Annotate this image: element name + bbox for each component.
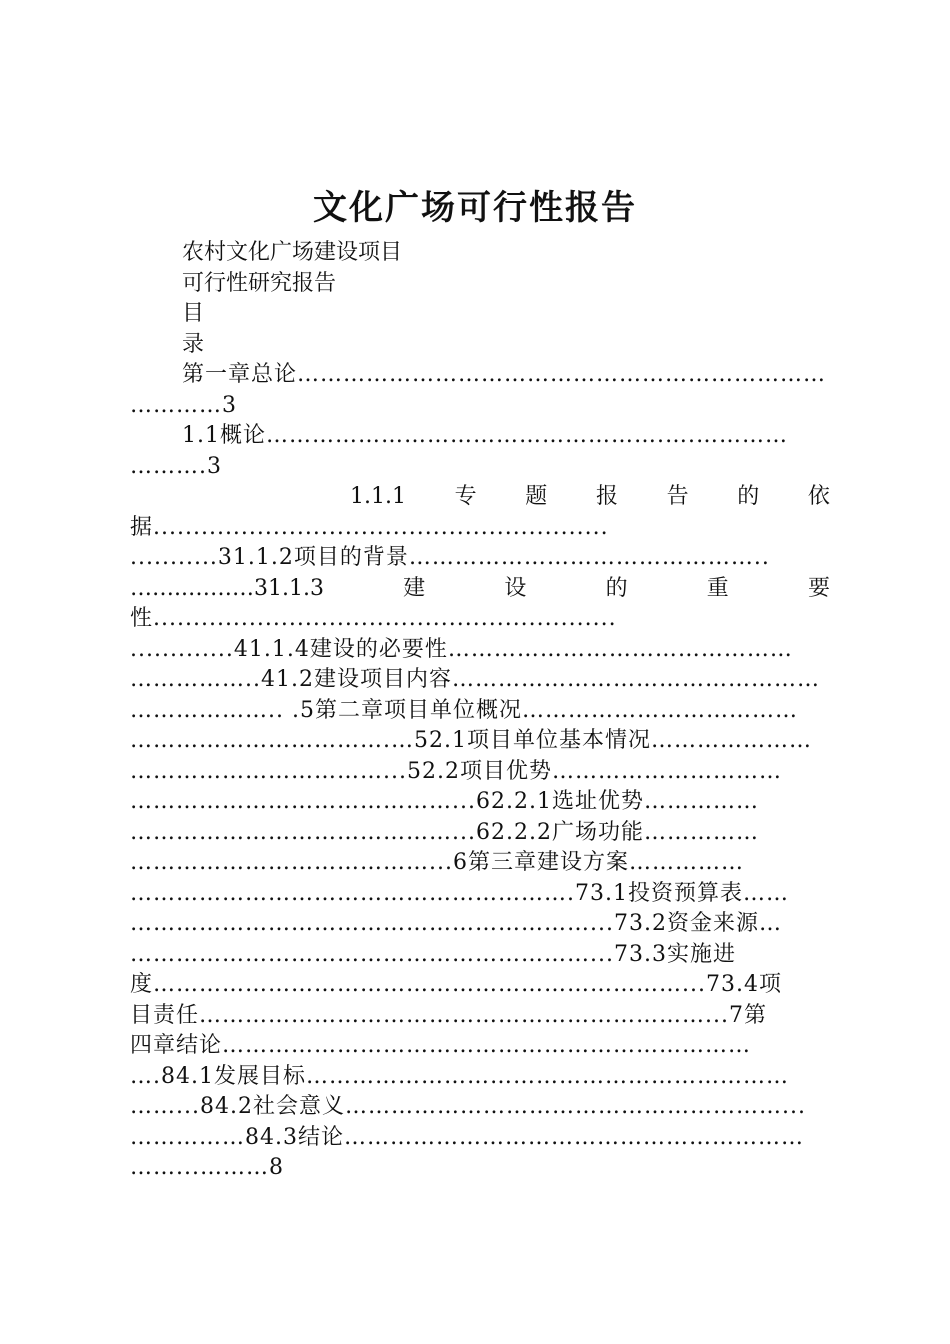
toc-line: …………3 bbox=[130, 392, 237, 418]
toc-word: 题 bbox=[525, 484, 548, 509]
toc-word: 的 bbox=[737, 484, 760, 509]
toc-line: 1.1概论…………………………………………….….………… bbox=[182, 423, 788, 448]
toc-line-justified bbox=[130, 574, 830, 605]
document-body bbox=[130, 238, 830, 1184]
toc-word: 告 bbox=[666, 484, 689, 509]
toc-line: 目责任…………………………………………………………...7第 bbox=[130, 1002, 767, 1028]
toc-word: 建 bbox=[403, 575, 426, 601]
toc-line: ……………………………...52.2项目优势………………………… bbox=[130, 758, 782, 784]
toc-heading-mu: 目 bbox=[182, 301, 205, 326]
toc-line: ……………………………………...62.2.2广场功能…………… bbox=[130, 819, 759, 845]
toc-line: 度……………………………………………………………...73.4项 bbox=[130, 972, 782, 997]
toc-line: ……………….. .5第二章项目单位概况……………………………… bbox=[130, 697, 798, 723]
toc-word: 报 bbox=[595, 484, 618, 509]
toc-line: ……………..41.2建设项目内容………………………………………… bbox=[130, 667, 820, 692]
toc-word: ……..………31.1.3 bbox=[130, 575, 324, 601]
toc-word: 要 bbox=[807, 575, 830, 601]
toc-word: 设 bbox=[504, 575, 527, 601]
toc-line: .............41.1.4建设的必要性……………………………………… bbox=[130, 636, 793, 662]
toc-line: ………………………………………………….73.1投资预算表…… bbox=[130, 880, 789, 906]
toc-heading-lu: 录 bbox=[182, 331, 205, 357]
toc-line: ……………84.3结论…………………………………………………… bbox=[130, 1124, 804, 1150]
toc-line: ……...84.2社会意义…………………………………………………... bbox=[130, 1094, 806, 1119]
toc-line-justified bbox=[130, 482, 830, 513]
toc-word: 重 bbox=[706, 575, 729, 601]
subtitle-line-1: 农村文化广场建设项目 bbox=[182, 240, 403, 265]
toc-word: 专 bbox=[454, 484, 477, 509]
subtitle-line-2: 可行性研究报告 bbox=[182, 270, 337, 296]
toc-line: ……...………8 bbox=[130, 1155, 284, 1180]
toc-word: 1.1.1 bbox=[350, 484, 406, 509]
toc-line: ……….3 bbox=[130, 453, 222, 479]
toc-line: ……………………………………………………...73.3实施进 bbox=[130, 941, 736, 967]
toc-line: ……………………………………...62.2.1选址优势…………… bbox=[130, 789, 759, 814]
toc-line: …………………………………...6第三章建设方案…………… bbox=[130, 850, 744, 875]
toc-line: …………………………….…52.1项目单位基本情况………………… bbox=[130, 728, 812, 753]
toc-word: 依 bbox=[807, 484, 830, 509]
toc-line: 据......................................................... bbox=[130, 514, 609, 540]
toc-line: ……………………………………………………...73.2资金来源… bbox=[130, 911, 782, 936]
toc-line: 第一章总论…………………………………………………………… bbox=[182, 362, 827, 387]
toc-line: 四章结论…………………………………………………………… bbox=[130, 1033, 752, 1058]
toc-line: 性.......................................................... bbox=[130, 606, 617, 631]
toc-line: ...........31.1.2项目的背景……………………………………….. bbox=[130, 545, 770, 570]
toc-word: 的 bbox=[605, 575, 628, 601]
document-title: 文化广场可行性报告 bbox=[313, 188, 637, 228]
toc-line: ….84.1发展目标……………………………………………………… bbox=[130, 1063, 789, 1089]
